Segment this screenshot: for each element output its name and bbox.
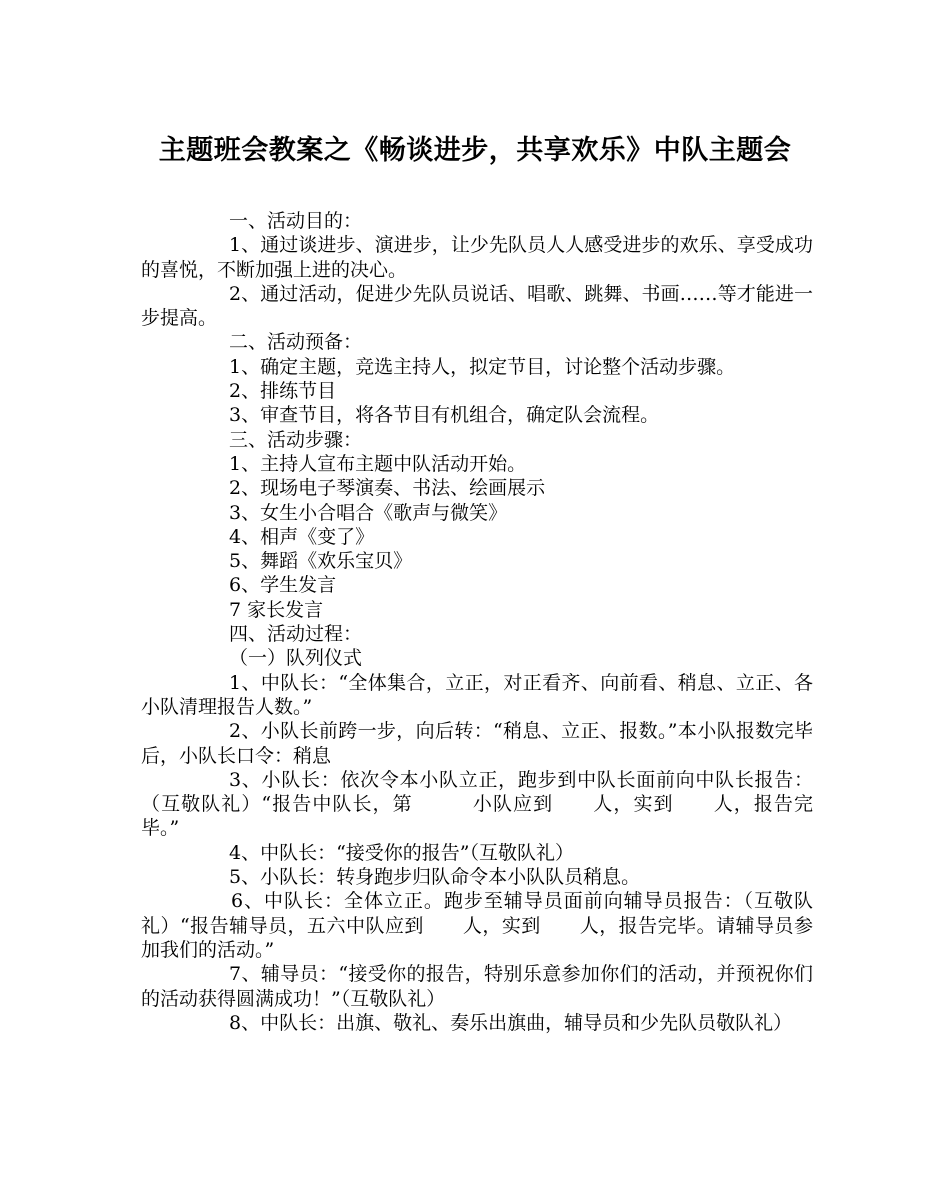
paragraph: 7、辅导员：“接受你的报告，特别乐意参加你们的活动，并预祝你们的活动获得圆满成功！”（互敬队礼） xyxy=(141,963,813,1010)
paragraph: 5、舞蹈《欢乐宝贝》 xyxy=(229,550,413,573)
paragraph: 1、通过谈进步、演进步，让少先队员人人感受进步的欢乐、享受成功的喜悦，不断加强上进的决心。 xyxy=(141,234,813,281)
paragraph: 8、中队长：出旗、敬礼、奏乐出旗曲，辅导员和少先队员敬队礼） xyxy=(229,1011,793,1034)
paragraph: 5、小队长：转身跑步归队命令本小队队员稍息。 xyxy=(229,866,641,889)
paragraph: 1、主持人宣布主题中队活动开始。 xyxy=(229,452,527,475)
paragraph: 3、小队长：依次令本小队立正，跑步到中队长面前向中队长报告：（互敬队礼）“报告中队长，第 小队应到 人，实到 人，报告完毕。” xyxy=(141,768,813,840)
paragraph: 2、通过活动，促进少先队员说话、唱歌、跳舞、书画……等才能进一步提高。 xyxy=(141,282,813,330)
subsection-heading: （一）队列仪式 xyxy=(229,647,363,670)
section-heading-purpose: 一、活动目的： xyxy=(229,210,363,232)
paragraph: 7 家长发言 xyxy=(229,598,324,621)
paragraph: 2、现场电子琴演奏、书法、绘画展示 xyxy=(229,477,546,500)
paragraph: 4、中队长：“接受你的报告”（互敬队礼） xyxy=(229,841,575,864)
paragraph: 4、相声《变了》 xyxy=(229,525,375,548)
paragraph: 3、女生小合唱合《歌声与微笑》 xyxy=(229,501,508,524)
document-body xyxy=(141,209,813,1035)
section-heading-process: 四、活动过程： xyxy=(229,623,363,646)
paragraph: 6、中队长：全体立正。跑步至辅导员面前向辅导员报告：（互敬队礼）“报告辅导员，五六中队应到 人，实到 人，报告完毕。请辅导员参加我们的活动。” xyxy=(141,890,813,961)
paragraph: 6、学生发言 xyxy=(229,574,337,597)
paragraph: 2、小队长前跨一步，向后转：“稍息、立正、报数。”本小队报数完毕后，小队长口令：稍息 xyxy=(141,720,813,767)
paragraph: 3、审查节目，将各节目有机组合，确定队会流程。 xyxy=(229,404,660,427)
paragraph: 1、确定主题，竞选主持人，拟定节目，讨论整个活动步骤。 xyxy=(229,355,736,378)
document-title: 主题班会教案之《畅谈进步，共享欢乐》中队主题会 xyxy=(158,135,792,166)
paragraph: 2、排练节目 xyxy=(229,380,337,403)
paragraph: 1、中队长：“全体集合，立正，对正看齐、向前看、稍息、立正、各小队清理报告人数。” xyxy=(141,671,813,718)
section-heading-steps: 三、活动步骤： xyxy=(229,428,363,451)
section-heading-preparation: 二、活动预备： xyxy=(229,331,363,354)
